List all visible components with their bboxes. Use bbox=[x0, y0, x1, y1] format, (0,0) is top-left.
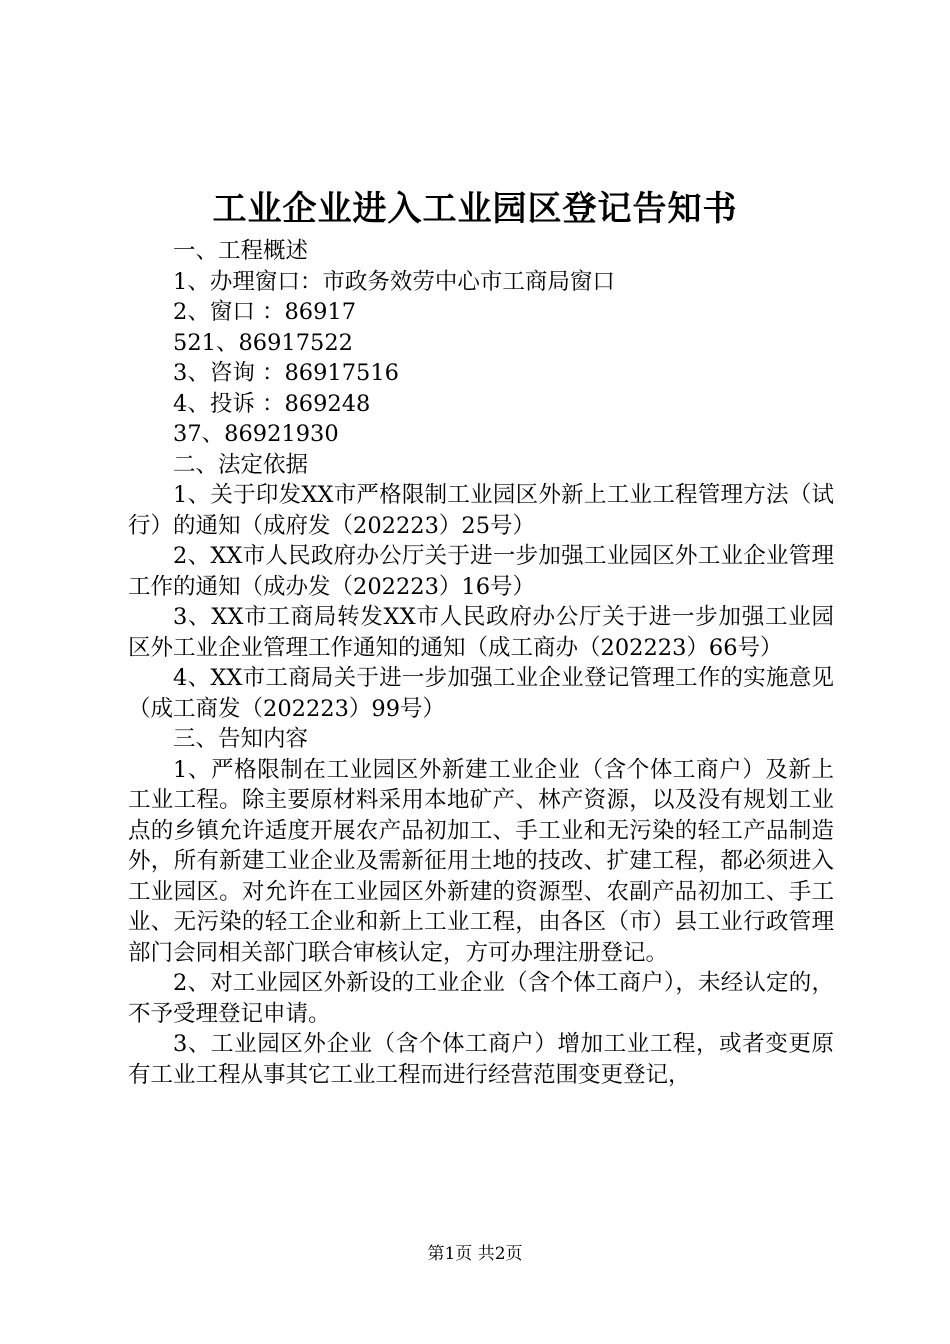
section-heading-legal-basis: 二、法定依据 bbox=[173, 451, 309, 478]
page-title: 工业企业进入工业园区登记告知书 bbox=[212, 189, 738, 229]
overview-item-phone-cont: 521、86917522 bbox=[173, 329, 353, 356]
legal-basis-item-3: 3、XX市工商局转发XX市人民政府办公厅关于进一步加强工业园区外工业企业管理工作通知的通知（成工商办（202223）66号） bbox=[128, 604, 834, 661]
section-heading-notice: 三、告知内容 bbox=[173, 726, 309, 752]
notice-item-1: 1、严格限制在工业园区外新建工业企业（含个体工商户）及新上工业工程。除主要原材料采用本地矿产、林产资源，以及没有规划工业点的乡镇允许适度开展农产品初加工、手工业和无污染的轻工产品制造外，所有新建工业企业及需新征用土地的技改、扩建工程，都必须进入工业园区。对允许在工业园区外新建的资源型、农副产品初加工、手工业、无污染的轻工企业和新上工业工程，由各区（市）县工业行政管理部门会同相关部门联合审核认定，方可办理注册登记。 bbox=[128, 756, 834, 966]
legal-basis-item-4: 4、XX市工商局关于进一步加强工业企业登记管理工作的实施意见（成工商发（202223）99号） bbox=[128, 665, 834, 722]
overview-item-consult: 3、咨询 ：86917516 bbox=[173, 360, 399, 386]
legal-basis-item-1: 1、关于印发XX市严格限制工业园区外新上工业工程管理方法（试行）的通知（成府发（202223）25号） bbox=[128, 482, 834, 539]
overview-item-phone: 2、窗口 ：86917 bbox=[173, 299, 357, 325]
document-body bbox=[128, 236, 834, 1090]
overview-item-complaint: 4、投诉 ：869248 bbox=[173, 390, 371, 417]
notice-item-3: 3、工业园区外企业（含个体工商户）增加工业工程，或者变更原有工业工程从事其它工业工程而进行经营范围变更登记， bbox=[128, 1031, 834, 1088]
overview-item-complaint-cont: 37、86921930 bbox=[173, 421, 339, 447]
legal-basis-item-2: 2、XX市人民政府办公厅关于进一步加强工业园区外工业企业管理工作的通知（成办发（202223）16号） bbox=[128, 543, 834, 600]
section-heading-overview: 一、工程概述 bbox=[173, 238, 309, 264]
page-number-footer: 第1页 共2页 bbox=[427, 1244, 523, 1264]
notice-item-2: 2、对工业园区外新设的工业企业（含个体工商户），未经认定的，不予受理登记申请。 bbox=[128, 970, 834, 1027]
overview-item-window: 1、办理窗口：市政务效劳中心市工商局窗口 bbox=[173, 268, 615, 295]
